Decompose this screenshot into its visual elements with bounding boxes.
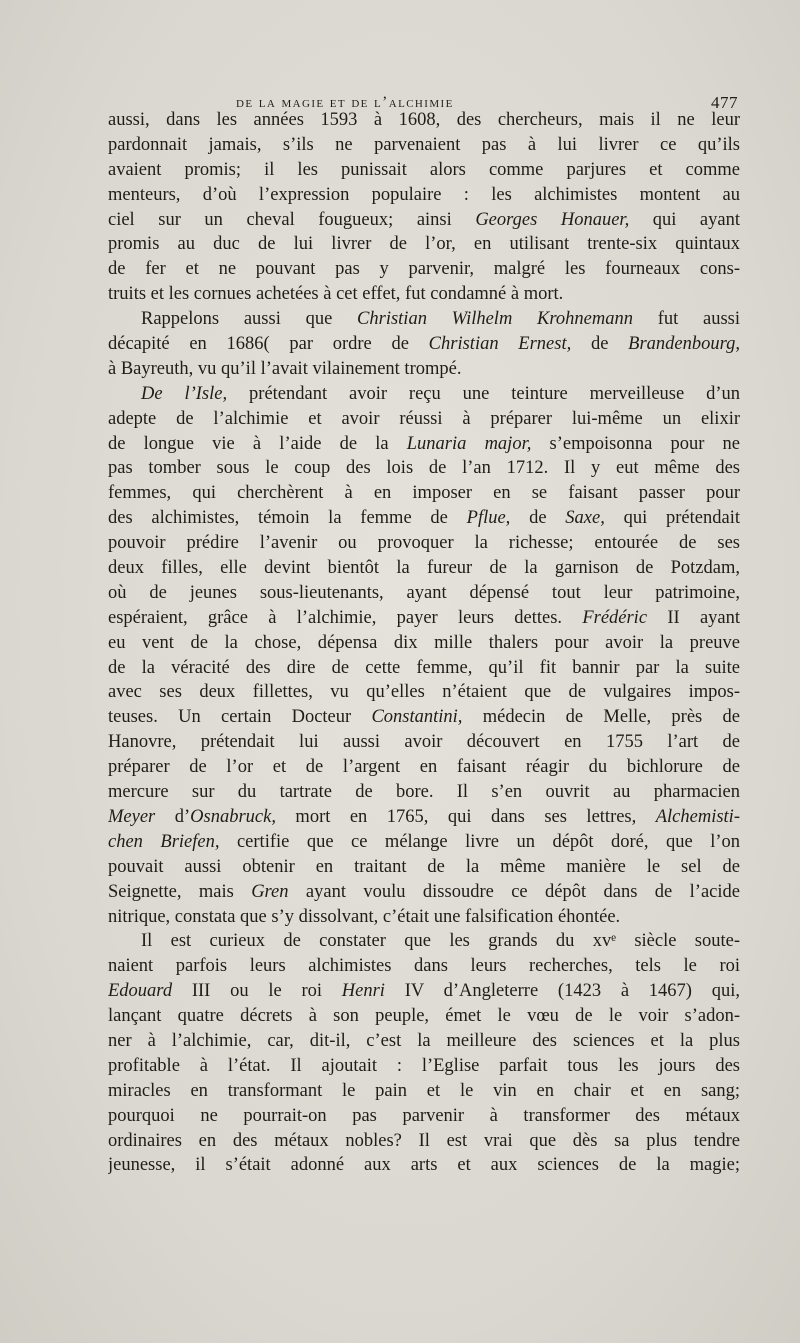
text-segment: aussi, dans les années 1593 à 1608, des chercheurs, mais il ne leur <box>108 110 740 130</box>
italic-name: Edouard <box>108 981 173 1002</box>
text-line <box>108 631 740 656</box>
text-segment: fut aussi <box>632 309 740 330</box>
text-line <box>108 481 740 506</box>
text-segment: adepte de l’alchimie et avoir réussi à préparer lui-même un elixir <box>108 408 740 429</box>
text-segment: jeunesse, il s’était adonné aux arts et aux sciences de la magie; <box>108 1155 740 1176</box>
text-line <box>108 1153 740 1178</box>
text-line <box>108 880 740 905</box>
body-text <box>108 108 740 1178</box>
text-line <box>108 780 740 805</box>
text-segment: pourquoi ne pourrait-on pas parvenir à transformer des métaux <box>108 1105 740 1126</box>
text-line <box>108 531 740 556</box>
text-line <box>108 730 740 755</box>
text-segment: décapité en 1686( par ordre de <box>108 334 429 355</box>
text-segment: nitrique, constata que s’y dissolvant, c’était une falsification éhontée. <box>108 906 621 927</box>
text-line <box>108 1004 740 1029</box>
text-line <box>108 905 740 930</box>
text-segment: mercure sur du tartrate de bore. Il s’en ouvrit au pharmacien <box>108 782 740 803</box>
text-segment: d’ <box>155 806 191 827</box>
italic-name: Osnabruck, <box>190 806 276 827</box>
text-segment: des alchimistes, témoin la femme de <box>108 508 467 529</box>
text-segment: certifie que ce mélange livre un dépôt doré, que l’on <box>219 831 740 852</box>
text-line <box>108 1079 740 1104</box>
text-line <box>108 183 740 208</box>
text-segment: avaient promis; il les punissait alors comme parjures et comme <box>108 159 740 180</box>
text-segment: femmes, qui cherchèrent à en imposer en se faisant passer pour <box>108 483 740 504</box>
italic-name: Brandenbourg, <box>628 334 740 355</box>
text-line <box>108 133 740 158</box>
text-segment: de <box>571 334 629 355</box>
text-segment: de <box>510 508 566 529</box>
text-segment: où de jeunes sous-lieutenants, ayant dépensé tout leur patrimoine, <box>108 582 740 603</box>
text-segment: II ayant <box>647 607 740 628</box>
text-line <box>108 257 740 282</box>
text-segment: Il est curieux de constater que les grands du xvᵉ siècle soute- <box>141 931 740 952</box>
text-line <box>108 332 740 357</box>
text-segment: de longue vie à l’aide de la <box>108 433 407 454</box>
text-line <box>108 830 740 855</box>
text-segment: ayant voulu dissoudre ce dépôt dans de l’acide <box>288 881 740 902</box>
italic-name: Frédéric <box>582 607 648 628</box>
italic-name: Meyer <box>108 806 156 827</box>
text-line <box>108 979 740 1004</box>
text-line <box>108 556 740 581</box>
text-segment: ciel sur un cheval fougueux; ainsi <box>108 209 476 230</box>
italic-name: Christian Ernest, <box>428 334 572 355</box>
text-line <box>108 307 740 332</box>
text-line <box>108 656 740 681</box>
text-segment: III ou le roi <box>172 981 342 1002</box>
text-line <box>108 1129 740 1154</box>
text-line <box>108 606 740 631</box>
text-line <box>108 1104 740 1129</box>
text-line <box>108 805 740 830</box>
text-line <box>108 357 740 382</box>
text-segment: mort en 1765, qui dans ses lettres, <box>275 806 656 827</box>
page-number: 477 <box>711 93 738 112</box>
text-line <box>108 208 740 233</box>
text-segment: Seignette, mais <box>108 881 252 902</box>
italic-name: Lunaria major, <box>406 433 532 454</box>
text-line <box>108 855 740 880</box>
text-segment: Hanovre, prétendait lui aussi avoir découvert en 1755 l’art de <box>108 732 740 753</box>
text-line <box>108 407 740 432</box>
italic-name: Saxe, <box>565 508 605 529</box>
text-segment: qui prétendait <box>604 508 740 529</box>
text-line <box>108 456 740 481</box>
text-line <box>108 506 740 531</box>
text-line <box>108 954 740 979</box>
text-segment: ner à l’alchimie, car, dit-il, c’est la meilleure des sciences et la plus <box>108 1030 740 1051</box>
italic-name: Christian Wilhelm Krohnemann <box>357 309 633 330</box>
text-segment: eu vent de la chose, dépensa dix mille thalers pour avoir la preuve <box>108 632 740 653</box>
text-segment: ordinaires en des métaux nobles? Il est vrai que dès sa plus tendre <box>108 1130 740 1151</box>
italic-name: chen Briefen, <box>108 831 220 852</box>
text-segment: pardonnait jamais, s’ils ne parvenaient pas à lui livrer ce qu’ils <box>108 134 740 155</box>
text-line <box>108 1029 740 1054</box>
text-segment: pouvoir prédire l’avenir ou provoquer la richesse; entourée de ses <box>108 533 740 554</box>
italic-name: Gren <box>251 881 289 902</box>
italic-name: De l’Isle, <box>141 383 228 404</box>
text-segment: miracles en transformant le pain et le vin en chair et en sang; <box>108 1080 740 1101</box>
text-line <box>108 755 740 780</box>
text-line <box>108 1054 740 1079</box>
text-segment: à Bayreuth, vu qu’il l’avait vilainement trompé. <box>108 358 462 379</box>
text-line <box>108 282 740 307</box>
italic-name: Pflue, <box>466 508 511 529</box>
text-segment: s’empoisonna pour ne <box>531 433 740 454</box>
italic-name: Georges Honauer, <box>475 209 630 230</box>
text-segment: IV d’Angleterre (1423 à 1467) qui, <box>384 981 740 1002</box>
text-segment: médecin de Melle, près de <box>462 707 740 728</box>
text-line <box>108 232 740 257</box>
text-segment: promis au duc de lui livrer de l’or, en utilisant trente-six quintaux <box>108 234 740 255</box>
text-segment: profitable à l’état. Il ajoutait : l’Eglise parfait tous les jours des <box>108 1055 740 1076</box>
text-segment: naient parfois leurs alchimistes dans leurs recherches, tels le roi <box>108 956 740 977</box>
text-line <box>108 705 740 730</box>
text-segment: lançant quatre décrets à son peuple, émet le vœu de le voir s’adon- <box>108 1006 740 1027</box>
text-segment: avec ses deux fillettes, vu qu’elles n’étaient que de vulgaires impos- <box>108 682 740 703</box>
text-segment: de la véracité des dire de cette femme, qu’il fit bannir par la suite <box>108 657 740 678</box>
text-segment: prétendant avoir reçu une teinture merveilleuse d’un <box>227 383 740 404</box>
italic-name: Constantini, <box>371 707 463 728</box>
text-segment: menteurs, d’où l’expression populaire : les alchimistes montent au <box>108 184 740 205</box>
text-line <box>108 108 740 133</box>
text-segment: deux filles, elle devint bientôt la fureur de la garnison de Potzdam, <box>108 558 740 579</box>
text-segment: pas tomber sous le coup des lois de l’an 1712. Il y eut même des <box>108 458 740 479</box>
text-segment: qui ayant <box>629 209 740 230</box>
italic-name: Henri <box>341 981 385 1002</box>
text-line <box>108 680 740 705</box>
text-segment: espéraient, grâce à l’alchimie, payer leurs dettes. <box>108 607 583 628</box>
text-line <box>108 382 740 407</box>
running-head: de la magie et de l’alchimie <box>236 94 454 111</box>
text-segment: préparer de l’or et de l’argent en faisant réagir du bichlorure de <box>108 757 740 778</box>
text-segment: pouvait aussi obtenir en traitant de la même manière le sel de <box>108 856 740 877</box>
text-segment: de fer et ne pouvant pas y parvenir, malgré les fourneaux cons- <box>108 259 740 280</box>
text-line <box>108 432 740 457</box>
text-line <box>108 581 740 606</box>
text-segment: truits et les cornues achetées à cet effet, fut condamné à mort. <box>108 284 564 305</box>
text-line <box>108 929 740 954</box>
text-segment: teuses. Un certain Docteur <box>108 707 372 728</box>
text-segment: Rappelons aussi que <box>141 309 358 330</box>
text-line <box>108 158 740 183</box>
italic-name: Alchemisti- <box>655 806 740 827</box>
